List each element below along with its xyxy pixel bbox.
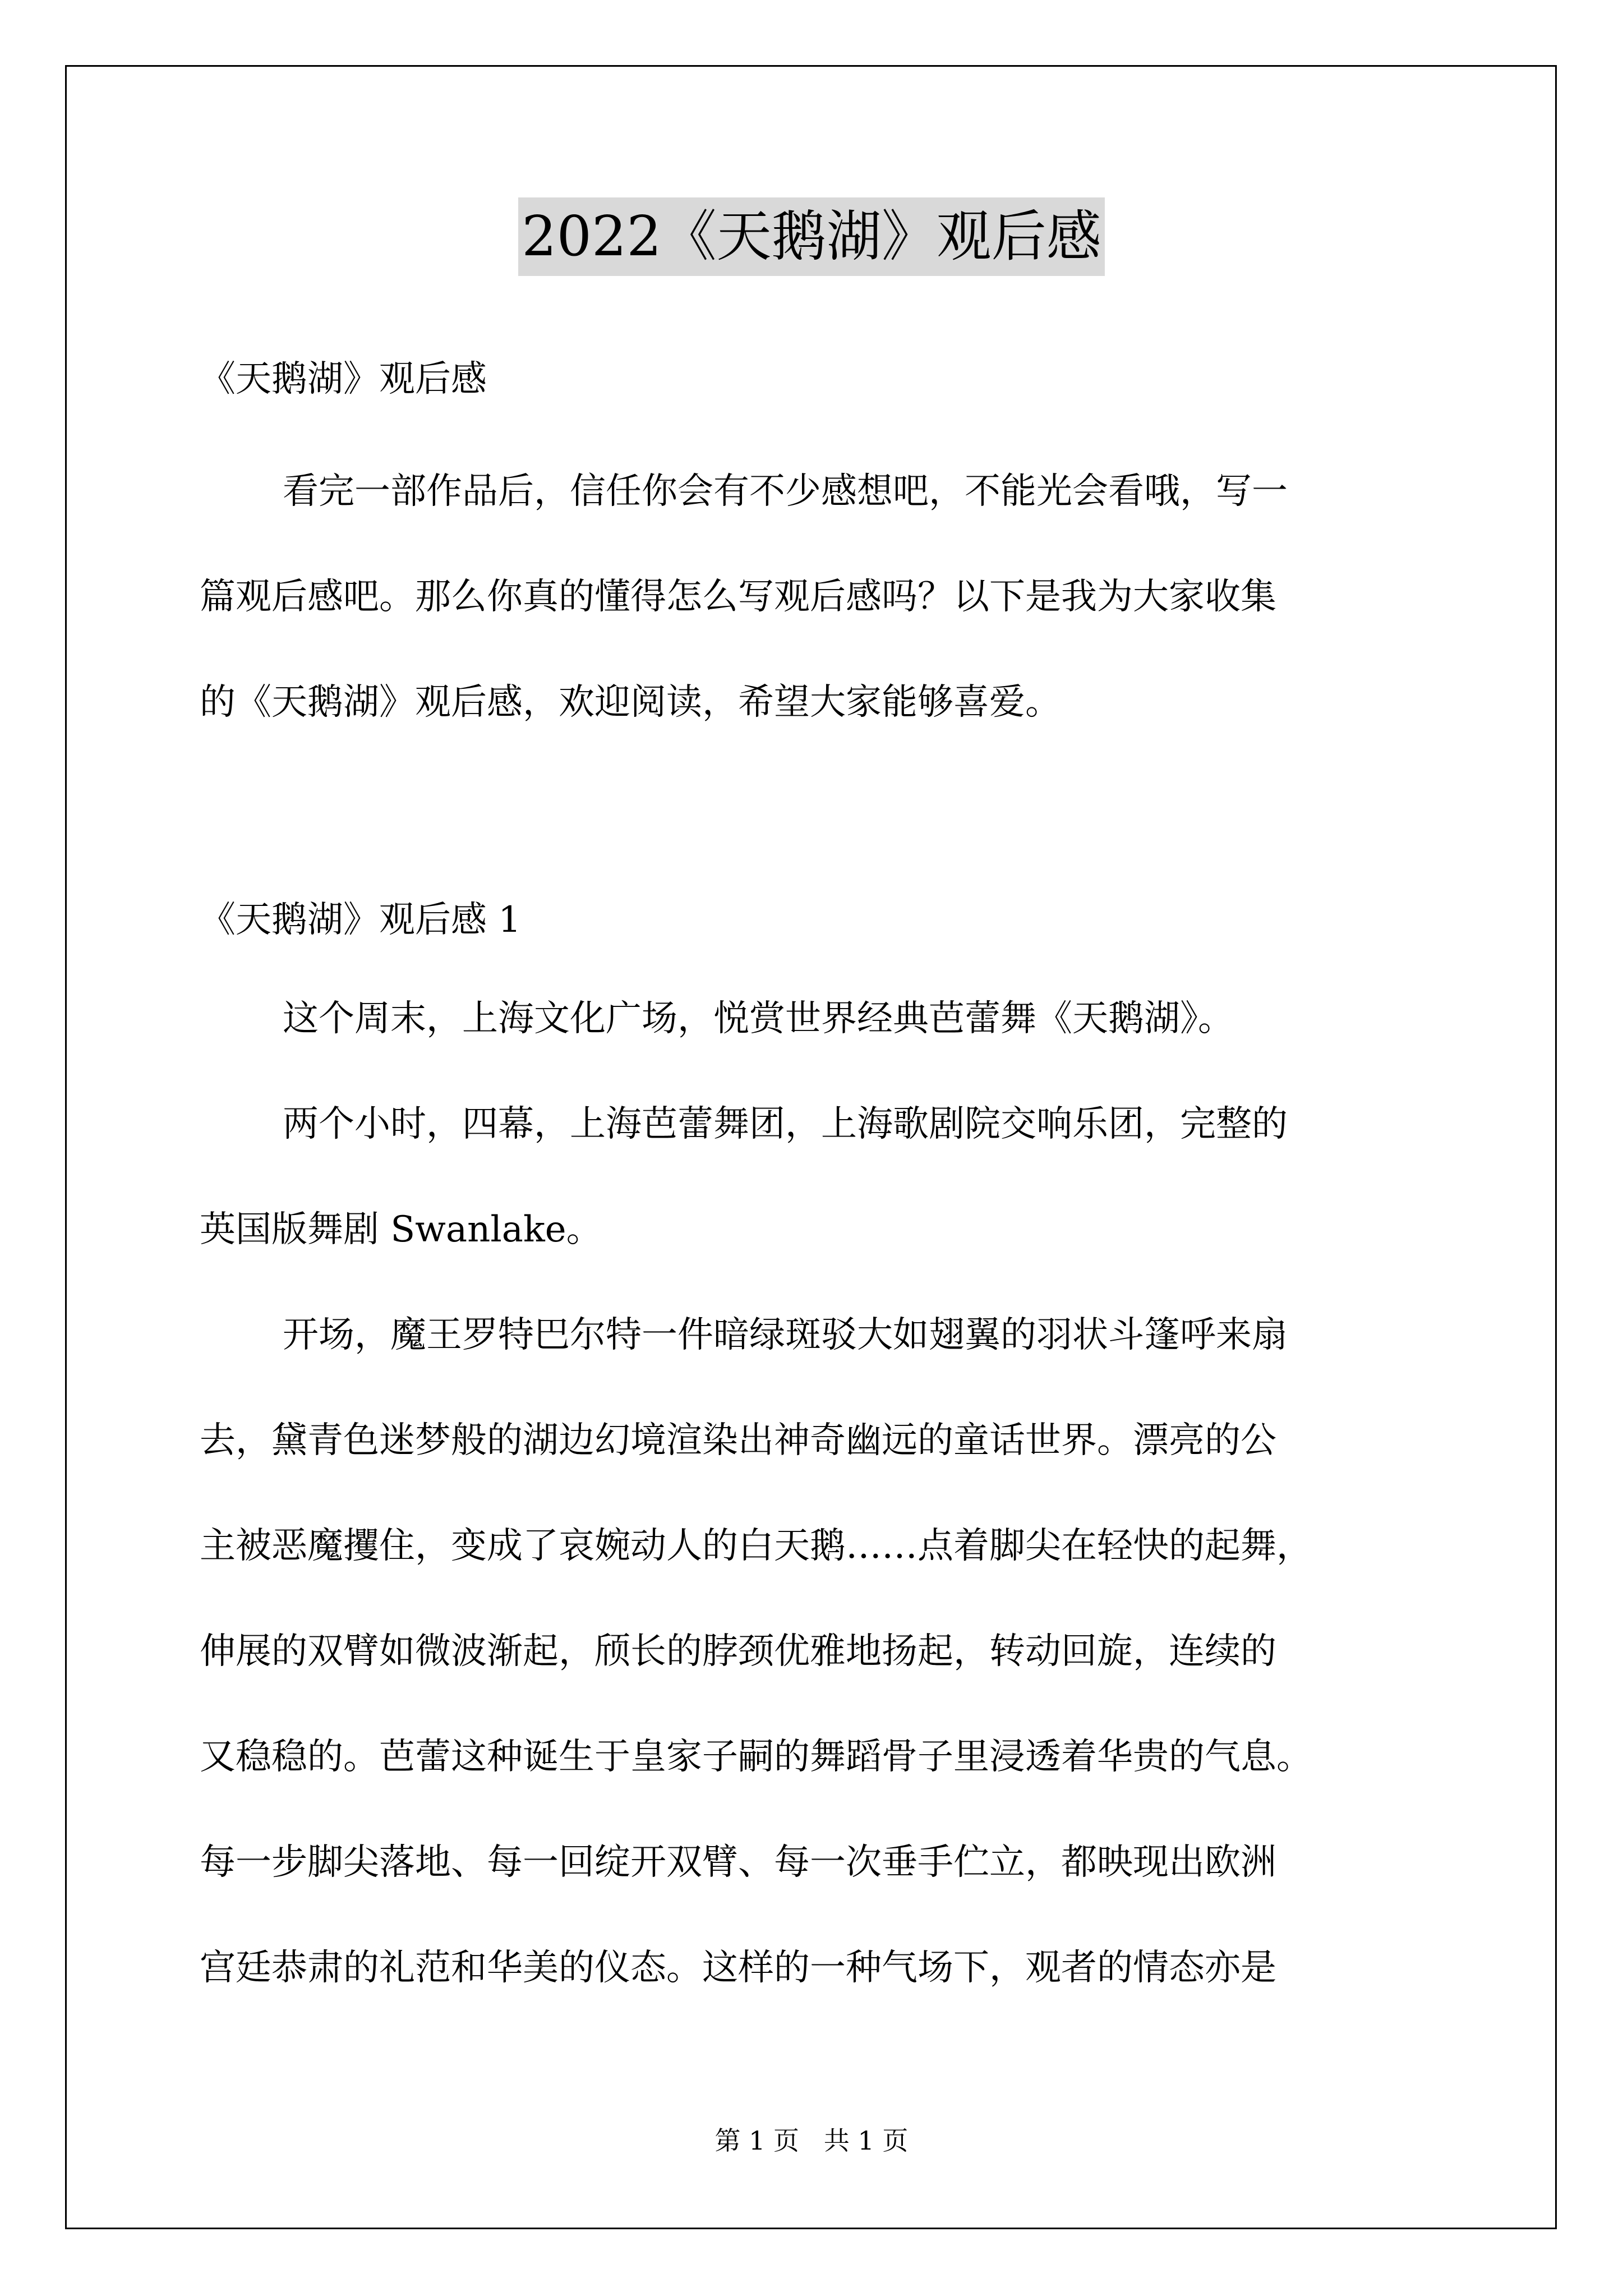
heading-text: 《天鹅湖》观后感 1 — [200, 899, 522, 941]
heading-text: 《天鹅湖》观后感 — [200, 358, 487, 400]
paragraph-line: 开场，魔王罗特巴尔特一件暗绿斑驳大如翅翼的羽状斗篷呼来扇 — [283, 1314, 1288, 1356]
paragraph-line: 看完一部作品后，信任你会有不少感想吧，不能光会看哦，写一 — [283, 471, 1288, 512]
paragraph-line: 每一步脚尖落地、每一回绽开双臂、每一次垂手伫立，都映现出欧洲 — [200, 1842, 1276, 1883]
title-container — [0, 197, 1623, 276]
paragraph-line: 篇观后感吧。那么你真的懂得怎么写观后感吗？以下是我为大家收集 — [200, 576, 1276, 618]
paragraph-line: 又稳稳的。芭蕾这种诞生于皇家子嗣的舞蹈骨子里浸透着华贵的气息。 — [200, 1736, 1312, 1778]
paragraph-line: 英国版舞剧 Swanlake。 — [200, 1209, 602, 1250]
paragraph-line: 主被恶魔攫住，变成了哀婉动人的白天鹅……点着脚尖在轻快的起舞， — [200, 1525, 1312, 1567]
paragraph-line: 去，黛青色迷梦般的湖边幻境渲染出神奇幽远的童话世界。漂亮的公 — [200, 1420, 1276, 1461]
paragraph-line: 这个周末，上海文化广场，悦赏世界经典芭蕾舞《天鹅湖》。 — [283, 998, 1234, 1039]
essay-body — [200, 966, 1445, 2021]
page-number-footer: 第 1 页 共 1 页 — [714, 2125, 909, 2156]
document-title: 2022《天鹅湖》观后感 — [518, 197, 1104, 276]
section-heading-intro — [200, 326, 1445, 432]
paragraph-line: 宫廷恭肃的礼范和华美的仪态。这样的一种气场下，观者的情态亦是 — [200, 1947, 1276, 1989]
intro-paragraph — [200, 439, 1445, 755]
section-heading-essay-1 — [200, 867, 1445, 973]
paragraph-line: 伸展的双臂如微波渐起，颀长的脖颈优雅地扬起，转动回旋，连续的 — [200, 1631, 1276, 1672]
paragraph-line: 的《天鹅湖》观后感，欢迎阅读，希望大家能够喜爱。 — [200, 682, 1061, 723]
paragraph-line: 两个小时，四幕，上海芭蕾舞团，上海歌剧院交响乐团，完整的 — [283, 1103, 1288, 1145]
